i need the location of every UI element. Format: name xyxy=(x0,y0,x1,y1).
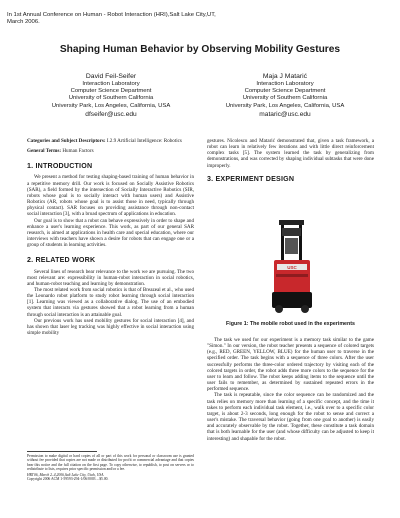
right-column-lower xyxy=(207,337,374,442)
svg-text:USC: USC xyxy=(287,265,297,270)
categories-label: Categories and Subject Descriptors: xyxy=(27,138,106,144)
paragraph: Our goal is to show that a robot can behave expressively in order to shape and enhance a user's learning experience. This work, as part of our general SAR research, is aimed at applications in health care and special education, where our interviews with teachers have shown a desire for robots that can engage one or a group of students in learning activities. xyxy=(27,217,194,249)
venue-line-1: In 1st Annual Conference on Human - Robot Interaction (HRI),Salt Lake City,UT, xyxy=(7,12,216,18)
venue-line-2: March 2006. xyxy=(7,19,40,25)
robot-figure-icon xyxy=(267,220,317,315)
paper-title: Shaping Human Behavior by Observing Mobility Gestures xyxy=(59,44,341,55)
section-heading-experiment-design: 3. EXPERIMENT DESIGN xyxy=(207,174,295,183)
terms-text: Human Factors xyxy=(62,148,94,155)
author-name: Maja J Matarić xyxy=(262,73,308,80)
section-heading-related-work: 2. RELATED WORK xyxy=(27,256,96,265)
author-dept: Computer Science Department xyxy=(70,88,152,95)
author-univ: University of Southern California xyxy=(68,95,154,102)
permission-notice xyxy=(27,454,194,482)
author-lab: Interaction Laboratory xyxy=(82,81,140,87)
paragraph: The task we used for our experiment is a memory task similar to the game "Simon." In our version, the robot teacher presents a sequence of colored targets (e.g., RED, GREEN, YELLOW, BLUE) for the human user to traverse in the specified order. The task begins with a sequence of three colors. After the user successfully performs the three-color ordered trajectory by visiting each of the colored targets in order, the robot adds three more colors to the sequence for the user to learn and follow. The robot keeps adding items to the sequence until the user fails to remember, as determined by sustained repeated errors in the performed sequence. xyxy=(207,337,374,393)
author-dept: Computer Science Department xyxy=(244,88,326,95)
section-heading-introduction: 1. INTRODUCTION xyxy=(27,162,93,171)
paragraph: Several lines of research bear relevance to the work we are pursuing. The two most relevant are: expressibility in human-robot interaction in social robotics, and human-robot teaching and learning by demonstration. xyxy=(27,268,194,287)
author-address: University Park, Los Angeles, California, USA xyxy=(51,102,171,109)
author-address: University Park, Los Angeles, California, USA xyxy=(225,102,345,109)
right-column xyxy=(207,138,374,187)
terms-label: General Terms: xyxy=(27,148,62,155)
author-block-2 xyxy=(210,72,360,120)
paragraph: The most related work from social robotics is that of Breazeal et al., who used the Leonardo robot platform to study robot learning through social interaction [1]. Learning was viewed as a collaborative dialog. The use of an embodied system that interacts via gestures showed that a robot learning from a human through social interaction is an attainable goal. xyxy=(27,286,194,318)
author-block-1 xyxy=(36,72,186,120)
author-lab: Interaction Laboratory xyxy=(256,81,314,87)
author-name: David Feil-Seifer xyxy=(85,73,137,80)
author-univ: University of Southern California xyxy=(242,95,328,102)
venue-header xyxy=(7,12,337,26)
left-column xyxy=(27,138,194,336)
paragraph: Our previous work has used mobility gestures for social interaction [4], and has shown that laser leg tracking was highly effective in social interaction using simple mobility xyxy=(27,317,194,337)
conference-line: HRI'06, March 2–4,2006,Salt Lake City, Utah, USA. xyxy=(27,473,105,478)
author-email: mataric@usc.edu xyxy=(259,110,311,118)
paragraph: The task is repeatable, since the color sequence can be randomized and the task relies on memory more than learning of a specific concept, and the time it takes to perform each individual task element, i.e., walk over to a specific color target, is about 2-3 seconds, long enough for the robot to sense and correct a user's mistake. The traversal behavior (going from one goal to another) is easily and accurately observable by the robot. Together, these constitute a task domain that is both learnable for the user (and whose difficulty can be adjusted to keep it interesting) and shapable for the robot. xyxy=(207,392,374,442)
copyright-line: Copyright 2006 ACM 1-59593-294-1/06/0003 ...$5.00. xyxy=(27,477,109,482)
categories xyxy=(27,138,194,144)
author-email: dfseifer@usc.edu xyxy=(85,110,137,118)
mobile-robot-photo xyxy=(267,220,317,315)
permission-text: Permission to make digital or hard copies of all or part of this work for personal or classroom use is granted without fee provided that copies are not made or distributed for profit or commercial advantage and that copies bear this notice and the full citation on the first page. To copy otherwise, to republish, to post on servers or to redistribute to lists, requires prior specific permission and/or a fee. xyxy=(27,454,194,471)
figure-caption: Figure 1: The mobile robot used in the experiments xyxy=(226,321,355,327)
paragraph: gestures. Nicolescu and Matarić demonstrated that, given a task framework, a robot can learn in relatively few iterations and with little direct reinforcement complex tasks [5]. The system learned the task by generalizing from demonstrations, and was corrected by shaping individual subtasks that were done improperly. xyxy=(207,138,374,169)
paragraph: We present a method for testing shaping-based training of human behavior in a repetitive memory drill. Our work is focused on Socially Assistive Robotics (SAR), a field formed by the intersection of Socially Interactive Robotics (SIR, robots whose goal is to socially interact with human users) and Assistive Robotics (AR, robots whose goal is to assist those in need, typically through physical contact). SAR focuses on providing assistance through non-contact social interaction [3], with a broad spectrum of applications in education. xyxy=(27,174,194,218)
categories-text: I.2.9 Artificial Intelligence: Robotics xyxy=(106,138,182,144)
footnote-rule xyxy=(27,451,97,452)
general-terms xyxy=(27,148,194,154)
